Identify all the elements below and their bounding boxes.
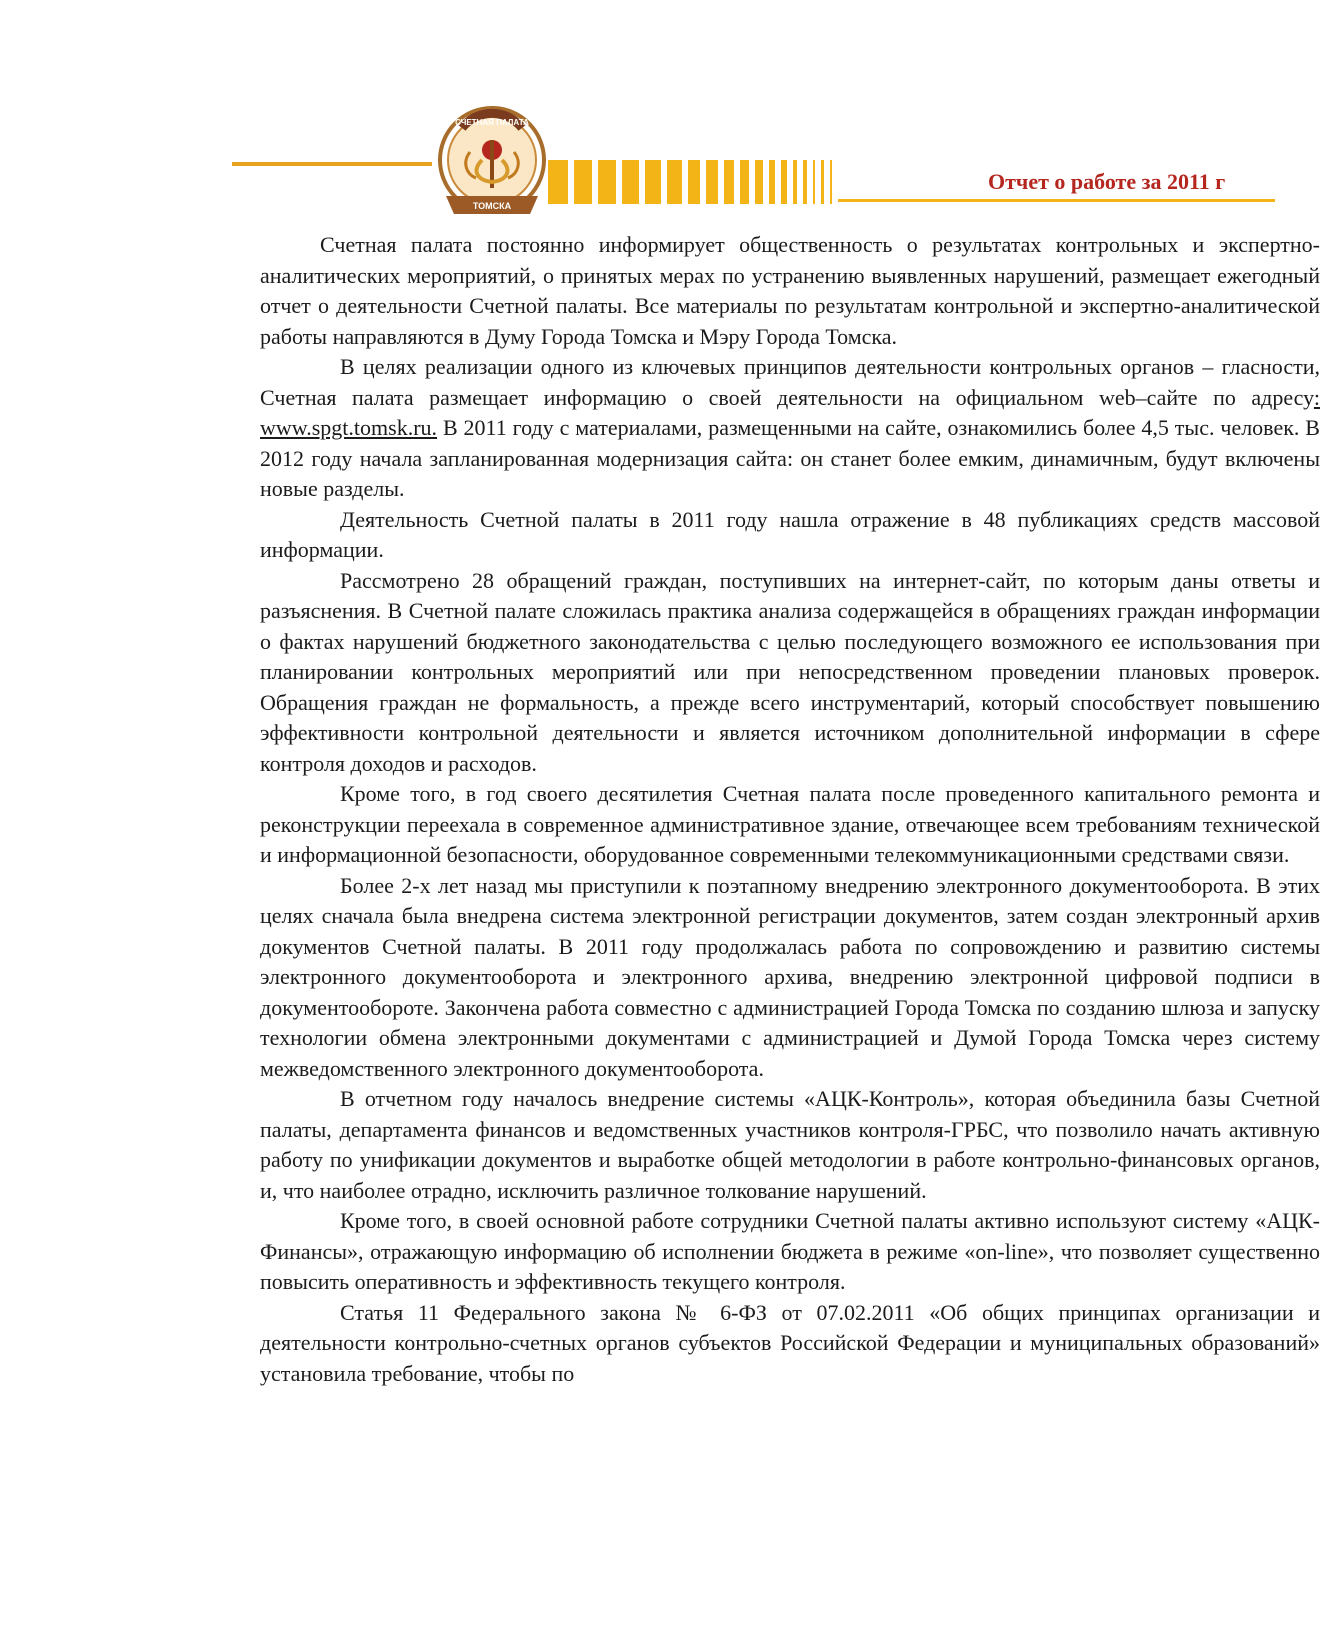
paragraph-6: Более 2-х лет назад мы приступили к поэтапному внедрению электронного документооборота. В этих целях сначала была внедрена система электронной регистрации документов, затем создан электронный архив документов Счетной палаты. В 2011 году продолжалась работа по сопровождению и развитию системы электронного документооборота и электронного архива, внедрению электронной цифровой подписи в документообороте. Закончена работа совместно с администрацией Города Томска по созданию шлюза и запуску технологии обмена электронными документами с администрацией и Думой Города Томска через систему межведомственного электронного документооборота. [260, 872, 1320, 1081]
header-stripes [548, 160, 838, 204]
website-link[interactable]: : www.spgt.tomsk.ru. [260, 384, 1320, 440]
paragraph-9: Статья 11 Федерального закона № 6-ФЗ от 07.02.2011 «Об общих принципах организации и деятельности контрольно-счетных органов субъектов Российской Федерации и муниципальных образований» установила требование, чтобы по [260, 1299, 1320, 1386]
paragraph-2 [260, 352, 1320, 505]
page-header [0, 0, 1275, 230]
paragraph-2-after: В 2011 году с материалами, размещенными на сайте, ознакомились более 4,5 тыс. человек. В 2012 году начала запланированная модернизация сайта: он станет более емким, динамичным, будут включены новые разделы. [260, 415, 1320, 501]
paragraph-3: Деятельность Счетной палаты в 2011 году нашла отражение в 48 публикациях средств массовой информации. [260, 506, 1320, 562]
paragraph-5: Кроме того, в год своего десятилетия Счетная палата после проведенного капитального ремонта и реконструкции переехала в современное административное здание, отвечающее всем требованиям технической и информационной безопасности, оборудованное современными телекоммуникационными средствами связи. [260, 781, 1320, 867]
logo-text-top: СЧЕТНАЯ ПАЛАТА [455, 118, 529, 127]
paragraph-8: Кроме того, в своей основной работе сотрудники Счетной палаты активно используют систему «АЦК-Финансы», отражающую информацию об исполнении бюджета в режиме «on-line», что позволяет существенно повысить оперативность и эффективность текущего контроля. [260, 1208, 1320, 1294]
paragraph-7: В отчетном году началось внедрение системы «АЦК-Контроль», которая объединила базы Счетной палаты, департамента финансов и ведомственных участников контроля-ГРБС, что позволило начать активную работу по унификации документов и выработке общей методологии в работе контрольно-финансовых органов, и, что наиболее отрадно, исключить различное толкование нарушений. [260, 1086, 1320, 1203]
paragraph-2-before: В целях реализации одного из ключевых принципов деятельности контрольных органов – гласности, Счетная палата размещает информацию о своей деятельности на официальном web–сайте по адресу [260, 354, 1320, 410]
paragraph-4: Рассмотрено 28 обращений граждан, поступивших на интернет-сайт, по которым даны ответы и разъяснения. В Счетной палате сложилась практика анализа содержащейся в обращениях граждан информации о фактах нарушений бюджетного законодательства с целью последующего возможного ее использования при планировании контрольных мероприятий или при непосредственном проведении плановых проверок. Обращения граждан не формальность, а прежде всего инструментарий, который способствует повышению эффективности контрольной деятельности и является источником дополнительной информации в сфере контроля доходов и расходов. [260, 567, 1320, 776]
paragraph-1: Счетная палата постоянно информирует общественность о результатах контрольных и экспертно-аналитических мероприятий, о принятых мерах по устранению выявленных нарушений, размещает ежегодный отчет о деятельности Счетной палаты. Все материалы по результатам контрольной и экспертно-аналитической работы направляются в Думу Города Томска и Мэру Города Томска. [260, 232, 1320, 349]
body-text [260, 230, 1320, 1389]
header-rule-right [838, 199, 1275, 202]
emblem-logo [432, 100, 552, 225]
logo-text-bottom: ТОМСКА [472, 201, 512, 211]
header-rule-left [232, 162, 432, 166]
report-title: Отчет о работе за 2011 г [988, 169, 1226, 194]
